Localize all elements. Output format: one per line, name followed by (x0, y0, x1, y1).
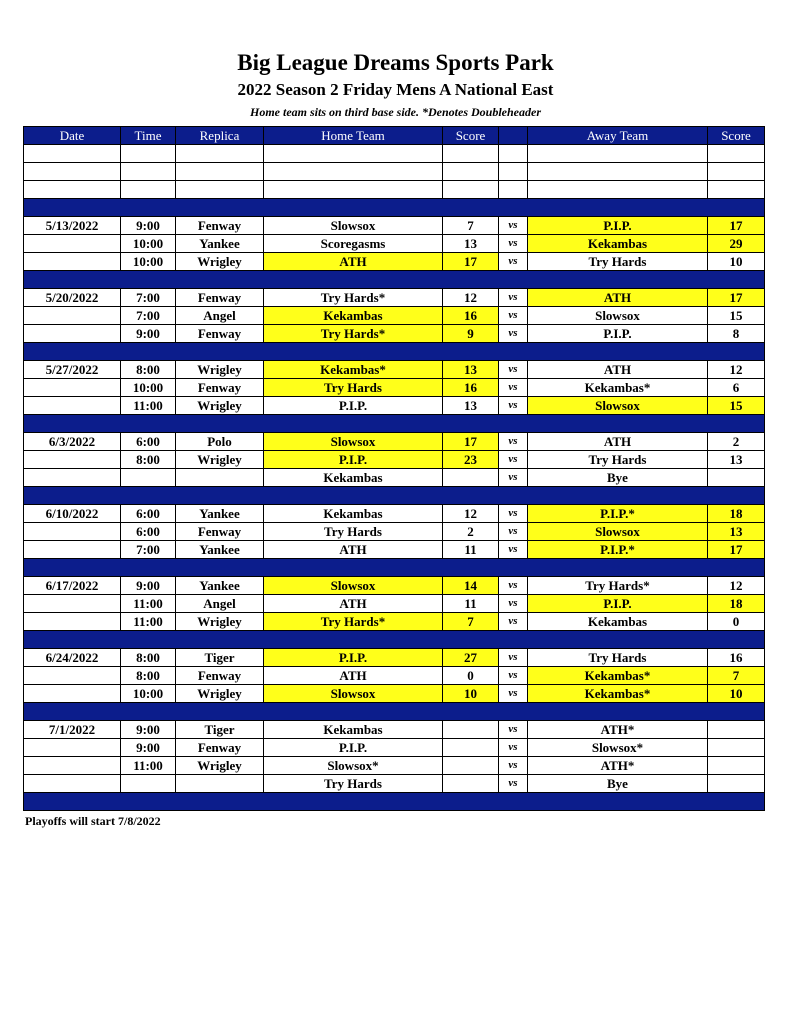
away-team-cell: P.I.P. (528, 325, 708, 343)
game-row (24, 523, 765, 541)
replica-cell (176, 469, 264, 487)
time-cell (121, 163, 176, 181)
home-score-cell: 23 (443, 451, 499, 469)
away-team-cell: Bye (528, 469, 708, 487)
home-score-cell: 17 (443, 253, 499, 271)
page-subtitle: 2022 Season 2 Friday Mens A National East (237, 80, 554, 99)
date-cell (24, 253, 121, 271)
home-team-cell: P.I.P. (264, 397, 443, 415)
home-team-cell: Slowsox (264, 433, 443, 451)
vs-cell: vs (499, 325, 528, 343)
away-score-cell: 16 (708, 649, 765, 667)
away-team-cell (528, 163, 708, 181)
time-cell (121, 145, 176, 163)
home-score-cell: 13 (443, 235, 499, 253)
separator-bar (24, 415, 765, 433)
column-header-date: Date (24, 127, 121, 145)
game-row (24, 469, 765, 487)
away-team-cell: P.I.P. (528, 595, 708, 613)
away-score-cell (708, 775, 765, 793)
away-score-cell: 10 (708, 253, 765, 271)
separator-bar (24, 559, 765, 577)
schedule-note: Home team sits on third base side. *Denotes Doubleheader (250, 105, 541, 119)
time-cell: 8:00 (121, 361, 176, 379)
away-team-cell: ATH (528, 289, 708, 307)
away-score-cell: 8 (708, 325, 765, 343)
vs-cell: vs (499, 595, 528, 613)
separator-bar (24, 271, 765, 289)
away-score-cell: 7 (708, 667, 765, 685)
date-cell: 6/17/2022 (24, 577, 121, 595)
home-score-cell: 11 (443, 541, 499, 559)
replica-cell: Yankee (176, 505, 264, 523)
home-team-cell: Kekambas (264, 307, 443, 325)
away-team-cell: ATH* (528, 721, 708, 739)
away-team-cell: Slowsox* (528, 739, 708, 757)
time-cell: 10:00 (121, 685, 176, 703)
replica-cell: Fenway (176, 325, 264, 343)
time-cell: 11:00 (121, 397, 176, 415)
column-header-home-team: Home Team (264, 127, 443, 145)
date-cell (24, 739, 121, 757)
replica-cell: Tiger (176, 649, 264, 667)
vs-cell: vs (499, 523, 528, 541)
home-score-cell: 12 (443, 289, 499, 307)
home-team-cell: Slowsox (264, 685, 443, 703)
vs-cell: vs (499, 649, 528, 667)
vs-cell: vs (499, 667, 528, 685)
date-cell: 7/1/2022 (24, 721, 121, 739)
column-header-away-team: Away Team (528, 127, 708, 145)
home-score-cell (443, 757, 499, 775)
away-team-cell (528, 181, 708, 199)
vs-cell: vs (499, 235, 528, 253)
separator-bar (24, 343, 765, 361)
away-team-cell: Bye (528, 775, 708, 793)
time-cell: 6:00 (121, 433, 176, 451)
date-cell (24, 469, 121, 487)
away-team-cell: P.I.P.* (528, 541, 708, 559)
away-score-cell: 15 (708, 307, 765, 325)
away-score-cell: 17 (708, 289, 765, 307)
game-row (24, 613, 765, 631)
time-cell: 6:00 (121, 505, 176, 523)
game-row (24, 595, 765, 613)
home-score-cell: 16 (443, 379, 499, 397)
home-team-cell: ATH (264, 541, 443, 559)
vs-cell: vs (499, 613, 528, 631)
home-team-cell: Try Hards* (264, 289, 443, 307)
date-cell (24, 307, 121, 325)
separator-bar (24, 487, 765, 505)
game-row (24, 505, 765, 523)
date-cell (24, 595, 121, 613)
replica-cell: Wrigley (176, 757, 264, 775)
away-team-cell: Try Hards (528, 253, 708, 271)
time-cell: 9:00 (121, 325, 176, 343)
home-score-cell (443, 721, 499, 739)
vs-cell: vs (499, 469, 528, 487)
time-cell (121, 181, 176, 199)
vs-cell: vs (499, 307, 528, 325)
home-team-cell: P.I.P. (264, 649, 443, 667)
home-score-cell: 0 (443, 667, 499, 685)
week-separator (24, 199, 765, 217)
game-row (24, 757, 765, 775)
time-cell: 9:00 (121, 217, 176, 235)
date-cell (24, 145, 121, 163)
away-team-cell: Slowsox (528, 523, 708, 541)
time-cell (121, 775, 176, 793)
replica-cell: Wrigley (176, 451, 264, 469)
away-team-cell: ATH (528, 361, 708, 379)
schedule-body (24, 145, 765, 811)
replica-cell: Fenway (176, 739, 264, 757)
away-team-cell (528, 145, 708, 163)
away-team-cell: P.I.P.* (528, 505, 708, 523)
away-score-cell (708, 469, 765, 487)
away-score-cell: 0 (708, 613, 765, 631)
away-score-cell (708, 721, 765, 739)
home-score-cell: 16 (443, 307, 499, 325)
date-cell (24, 667, 121, 685)
replica-cell: Fenway (176, 523, 264, 541)
home-score-cell: 27 (443, 649, 499, 667)
date-cell: 6/10/2022 (24, 505, 121, 523)
game-row (24, 307, 765, 325)
vs-cell: vs (499, 541, 528, 559)
away-score-cell: 10 (708, 685, 765, 703)
vs-cell (499, 163, 528, 181)
home-team-cell: Kekambas (264, 469, 443, 487)
home-team-cell: P.I.P. (264, 739, 443, 757)
column-header-away-score: Score (708, 127, 765, 145)
home-score-cell (443, 469, 499, 487)
date-cell (24, 523, 121, 541)
away-team-cell: Try Hards (528, 649, 708, 667)
time-cell: 9:00 (121, 577, 176, 595)
game-row (24, 289, 765, 307)
week-separator (24, 415, 765, 433)
away-team-cell: Kekambas* (528, 667, 708, 685)
away-team-cell: Try Hards* (528, 577, 708, 595)
date-cell (24, 775, 121, 793)
playoffs-note: Playoffs will start 7/8/2022 (25, 814, 161, 828)
blank-row (24, 181, 765, 199)
time-cell: 10:00 (121, 379, 176, 397)
column-header-vs (499, 127, 528, 145)
vs-cell: vs (499, 397, 528, 415)
date-cell (24, 235, 121, 253)
vs-cell: vs (499, 757, 528, 775)
time-cell: 8:00 (121, 667, 176, 685)
separator-bar (24, 199, 765, 217)
replica-cell: Wrigley (176, 613, 264, 631)
replica-cell (176, 181, 264, 199)
date-cell (24, 163, 121, 181)
away-team-cell: P.I.P. (528, 217, 708, 235)
week-separator (24, 343, 765, 361)
replica-cell: Fenway (176, 379, 264, 397)
home-score-cell (443, 145, 499, 163)
home-score-cell: 12 (443, 505, 499, 523)
away-score-cell (708, 145, 765, 163)
replica-cell: Wrigley (176, 397, 264, 415)
home-team-cell (264, 145, 443, 163)
date-cell (24, 685, 121, 703)
away-score-cell: 29 (708, 235, 765, 253)
home-score-cell: 7 (443, 613, 499, 631)
away-team-cell: Kekambas (528, 235, 708, 253)
date-cell (24, 613, 121, 631)
away-team-cell: ATH* (528, 757, 708, 775)
separator-bar (24, 703, 765, 721)
time-cell: 9:00 (121, 739, 176, 757)
date-cell (24, 379, 121, 397)
home-score-cell: 13 (443, 397, 499, 415)
date-cell (24, 541, 121, 559)
away-score-cell: 12 (708, 577, 765, 595)
week-separator (24, 703, 765, 721)
home-team-cell: ATH (264, 253, 443, 271)
time-cell: 8:00 (121, 649, 176, 667)
home-score-cell: 14 (443, 577, 499, 595)
game-row (24, 577, 765, 595)
replica-cell (176, 163, 264, 181)
replica-cell: Angel (176, 307, 264, 325)
time-cell: 11:00 (121, 757, 176, 775)
away-score-cell: 6 (708, 379, 765, 397)
time-cell: 11:00 (121, 613, 176, 631)
replica-cell: Yankee (176, 577, 264, 595)
replica-cell: Fenway (176, 217, 264, 235)
game-row (24, 235, 765, 253)
away-team-cell: Try Hards (528, 451, 708, 469)
home-team-cell (264, 163, 443, 181)
away-score-cell: 18 (708, 595, 765, 613)
game-row (24, 721, 765, 739)
date-cell (24, 397, 121, 415)
away-score-cell (708, 757, 765, 775)
home-team-cell: Kekambas (264, 505, 443, 523)
away-score-cell: 13 (708, 523, 765, 541)
home-team-cell: Slowsox* (264, 757, 443, 775)
game-row (24, 397, 765, 415)
game-row (24, 685, 765, 703)
table-header-row (24, 127, 765, 145)
vs-cell: vs (499, 721, 528, 739)
home-team-cell: Slowsox (264, 217, 443, 235)
away-score-cell (708, 739, 765, 757)
schedule-table (23, 126, 765, 811)
vs-cell: vs (499, 217, 528, 235)
game-row (24, 217, 765, 235)
replica-cell: Wrigley (176, 253, 264, 271)
home-team-cell: ATH (264, 595, 443, 613)
blank-row (24, 163, 765, 181)
date-cell (24, 181, 121, 199)
column-header-home-score: Score (443, 127, 499, 145)
away-score-cell: 17 (708, 217, 765, 235)
time-cell: 7:00 (121, 307, 176, 325)
replica-cell: Yankee (176, 541, 264, 559)
away-team-cell: ATH (528, 433, 708, 451)
home-score-cell (443, 181, 499, 199)
away-score-cell: 13 (708, 451, 765, 469)
home-score-cell: 2 (443, 523, 499, 541)
vs-cell (499, 145, 528, 163)
game-row (24, 541, 765, 559)
replica-cell: Polo (176, 433, 264, 451)
home-team-cell: Slowsox (264, 577, 443, 595)
game-row (24, 667, 765, 685)
away-score-cell: 15 (708, 397, 765, 415)
vs-cell: vs (499, 253, 528, 271)
date-cell: 5/13/2022 (24, 217, 121, 235)
time-cell: 10:00 (121, 253, 176, 271)
game-row (24, 649, 765, 667)
away-team-cell: Slowsox (528, 397, 708, 415)
game-row (24, 361, 765, 379)
replica-cell: Yankee (176, 235, 264, 253)
game-row (24, 775, 765, 793)
replica-cell: Wrigley (176, 361, 264, 379)
home-team-cell: P.I.P. (264, 451, 443, 469)
away-score-cell (708, 163, 765, 181)
game-row (24, 433, 765, 451)
home-score-cell (443, 775, 499, 793)
date-cell: 6/3/2022 (24, 433, 121, 451)
date-cell: 6/24/2022 (24, 649, 121, 667)
vs-cell: vs (499, 739, 528, 757)
column-header-replica: Replica (176, 127, 264, 145)
week-separator (24, 271, 765, 289)
time-cell: 10:00 (121, 235, 176, 253)
away-team-cell: Kekambas (528, 613, 708, 631)
date-cell (24, 325, 121, 343)
page-title: Big League Dreams Sports Park (237, 50, 554, 75)
away-score-cell: 17 (708, 541, 765, 559)
vs-cell: vs (499, 505, 528, 523)
replica-cell (176, 775, 264, 793)
vs-cell: vs (499, 685, 528, 703)
away-team-cell: Kekambas* (528, 685, 708, 703)
vs-cell: vs (499, 361, 528, 379)
home-score-cell: 10 (443, 685, 499, 703)
home-score-cell: 7 (443, 217, 499, 235)
blank-row (24, 145, 765, 163)
separator-bar (24, 793, 765, 811)
week-separator (24, 487, 765, 505)
game-row (24, 253, 765, 271)
time-cell: 8:00 (121, 451, 176, 469)
vs-cell: vs (499, 451, 528, 469)
vs-cell: vs (499, 379, 528, 397)
time-cell: 6:00 (121, 523, 176, 541)
vs-cell (499, 181, 528, 199)
date-cell (24, 757, 121, 775)
away-score-cell (708, 181, 765, 199)
replica-cell (176, 145, 264, 163)
home-team-cell: Try Hards (264, 379, 443, 397)
date-cell: 5/20/2022 (24, 289, 121, 307)
week-separator (24, 793, 765, 811)
time-cell: 9:00 (121, 721, 176, 739)
time-cell (121, 469, 176, 487)
away-score-cell: 12 (708, 361, 765, 379)
home-team-cell: Scoregasms (264, 235, 443, 253)
vs-cell: vs (499, 577, 528, 595)
home-score-cell: 9 (443, 325, 499, 343)
away-team-cell: Kekambas* (528, 379, 708, 397)
away-team-cell: Slowsox (528, 307, 708, 325)
vs-cell: vs (499, 289, 528, 307)
replica-cell: Tiger (176, 721, 264, 739)
week-separator (24, 559, 765, 577)
home-score-cell (443, 163, 499, 181)
home-score-cell (443, 739, 499, 757)
replica-cell: Fenway (176, 667, 264, 685)
home-team-cell: Try Hards (264, 775, 443, 793)
away-score-cell: 18 (708, 505, 765, 523)
column-header-time: Time (121, 127, 176, 145)
home-team-cell: ATH (264, 667, 443, 685)
game-row (24, 379, 765, 397)
vs-cell: vs (499, 433, 528, 451)
vs-cell: vs (499, 775, 528, 793)
home-team-cell: Kekambas (264, 721, 443, 739)
game-row (24, 451, 765, 469)
home-score-cell: 13 (443, 361, 499, 379)
home-team-cell (264, 181, 443, 199)
time-cell: 7:00 (121, 289, 176, 307)
time-cell: 7:00 (121, 541, 176, 559)
home-team-cell: Try Hards (264, 523, 443, 541)
replica-cell: Wrigley (176, 685, 264, 703)
game-row (24, 739, 765, 757)
week-separator (24, 631, 765, 649)
time-cell: 11:00 (121, 595, 176, 613)
home-team-cell: Try Hards* (264, 613, 443, 631)
separator-bar (24, 631, 765, 649)
away-score-cell: 2 (708, 433, 765, 451)
replica-cell: Fenway (176, 289, 264, 307)
game-row (24, 325, 765, 343)
date-cell (24, 451, 121, 469)
home-team-cell: Try Hards* (264, 325, 443, 343)
home-score-cell: 11 (443, 595, 499, 613)
home-score-cell: 17 (443, 433, 499, 451)
date-cell: 5/27/2022 (24, 361, 121, 379)
replica-cell: Angel (176, 595, 264, 613)
home-team-cell: Kekambas* (264, 361, 443, 379)
